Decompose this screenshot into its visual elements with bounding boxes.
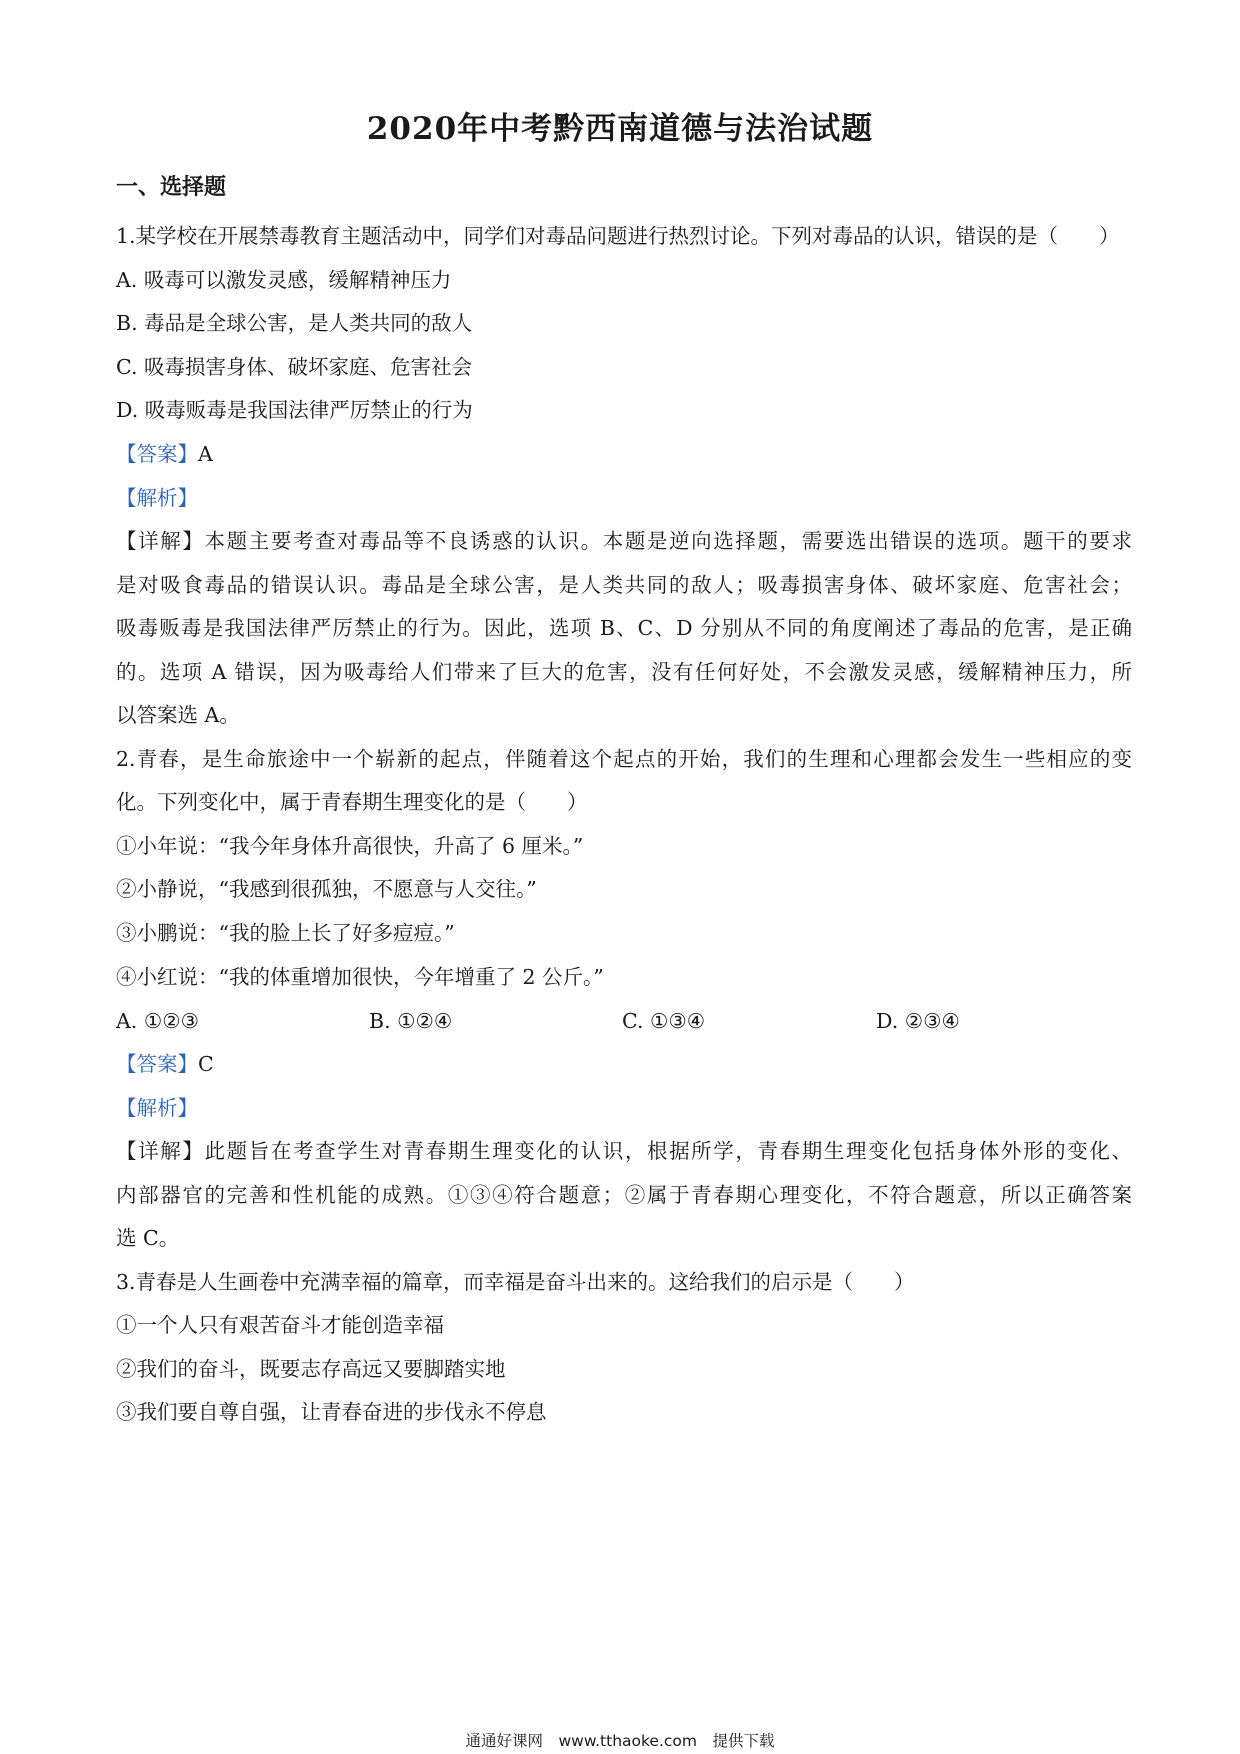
q2-answer (116, 1050, 1132, 1078)
detail-text: 此题旨在考查学生对青春期生理变化的认识，根据所学，青春期生理变化包括身体外形的变化、 (204, 1139, 1133, 1163)
q1-option-d: D. 吸毒贩毒是我国法律严厉禁止的行为 (116, 398, 473, 422)
q1-answer (116, 440, 1132, 468)
q2-detail-line: 选 C。 (116, 1226, 180, 1250)
answer-tag: 【答案】 (116, 442, 198, 466)
q2-detail-line (116, 1137, 1132, 1165)
q2-detail-line: 内部器官的完善和性机能的成熟。①③④符合题意；②属于青春期心理变化，不符合题意，所以正确答案 (116, 1183, 1132, 1207)
page-title: 2020年中考黔西南道德与法治试题 (366, 111, 874, 147)
q2-option-d: D. ②③④ (876, 1009, 960, 1033)
analysis-tag: 【解析】 (116, 486, 198, 510)
q2-statement-2: ②小静说，“我感到很孤独，不愿意与人交往。” (116, 877, 537, 901)
analysis-tag: 【解析】 (116, 1096, 198, 1120)
q1-detail-line: 吸毒贩毒是我国法律严厉禁止的行为。因此，选项 B、C、D 分别从不同的角度阐述了毒品的危害，是正确 (116, 616, 1132, 640)
detail-text: 本题主要考查对毒品等不良诱惑的认识。本题是逆向选择题，需要选出错误的选项。题干的要求 (204, 529, 1133, 553)
q2-option-a: A. ①②③ (116, 1009, 199, 1033)
q2-stem-line: 化。下列变化中，属于青春期生理变化的是（ ） (116, 790, 588, 814)
footer-text: 通通好课网 www.tthaoke.com 提供下载 (465, 1732, 775, 1750)
q2-stem-line: 2.青春，是生命旅途中一个崭新的起点，伴随着这个起点的开始，我们的生理和心理都会发生一些相应的变 (116, 747, 1132, 771)
detail-tag: 【详解】 (116, 1139, 205, 1163)
section-heading: 一、选择题 (116, 174, 227, 200)
q2-statement-3: ③小鹏说：“我的脸上长了好多痘痘。” (116, 921, 455, 945)
answer-value: C (198, 1052, 214, 1076)
detail-tag: 【详解】 (116, 529, 205, 553)
q2-option-c: C. ①③④ (622, 1009, 706, 1033)
q1-option-c: C. 吸毒损害身体、破坏家庭、危害社会 (116, 355, 472, 379)
q3-statement-1: ①一个人只有艰苦奋斗才能创造幸福 (116, 1313, 444, 1337)
q2-option-b: B. ①②④ (369, 1009, 453, 1033)
q3-stem: 3.青春是人生画卷中充满幸福的篇章，而幸福是奋斗出来的。这给我们的启示是（ ） (116, 1270, 915, 1294)
q1-stem: 1.某学校在开展禁毒教育主题活动中，同学们对毒品问题进行热烈讨论。下列对毒品的认识，错误的是（ ） (116, 224, 1120, 248)
q2-statement-1: ①小年说：“我今年身体升高很快，升高了 6 厘米。” (116, 834, 584, 858)
q1-detail-line: 以答案选 A。 (116, 703, 240, 727)
q1-option-b: B. 毒品是全球公害，是人类共同的敌人 (116, 311, 473, 335)
q1-detail-line (116, 527, 1132, 555)
q1-detail-line: 是对吸食毒品的错误认识。毒品是全球公害，是人类共同的敌人；吸毒损害身体、破坏家庭、危害社会； (116, 573, 1132, 597)
q2-analysis (116, 1094, 1132, 1122)
answer-tag: 【答案】 (116, 1052, 198, 1076)
q3-statement-2: ②我们的奋斗，既要志存高远又要脚踏实地 (116, 1357, 506, 1381)
q1-option-a: A. 吸毒可以激发灵感，缓解精神压力 (116, 268, 452, 292)
q1-detail-line: 的。选项 A 错误，因为吸毒给人们带来了巨大的危害，没有任何好处，不会激发灵感，缓解精神压力，所 (116, 660, 1132, 684)
q1-analysis (116, 484, 1132, 512)
answer-value: A (198, 442, 213, 466)
q3-statement-3: ③我们要自尊自强，让青春奋进的步伐永不停息 (116, 1400, 547, 1424)
q2-statement-4: ④小红说：“我的体重增加很快，今年增重了 2 公斤。” (116, 965, 604, 989)
